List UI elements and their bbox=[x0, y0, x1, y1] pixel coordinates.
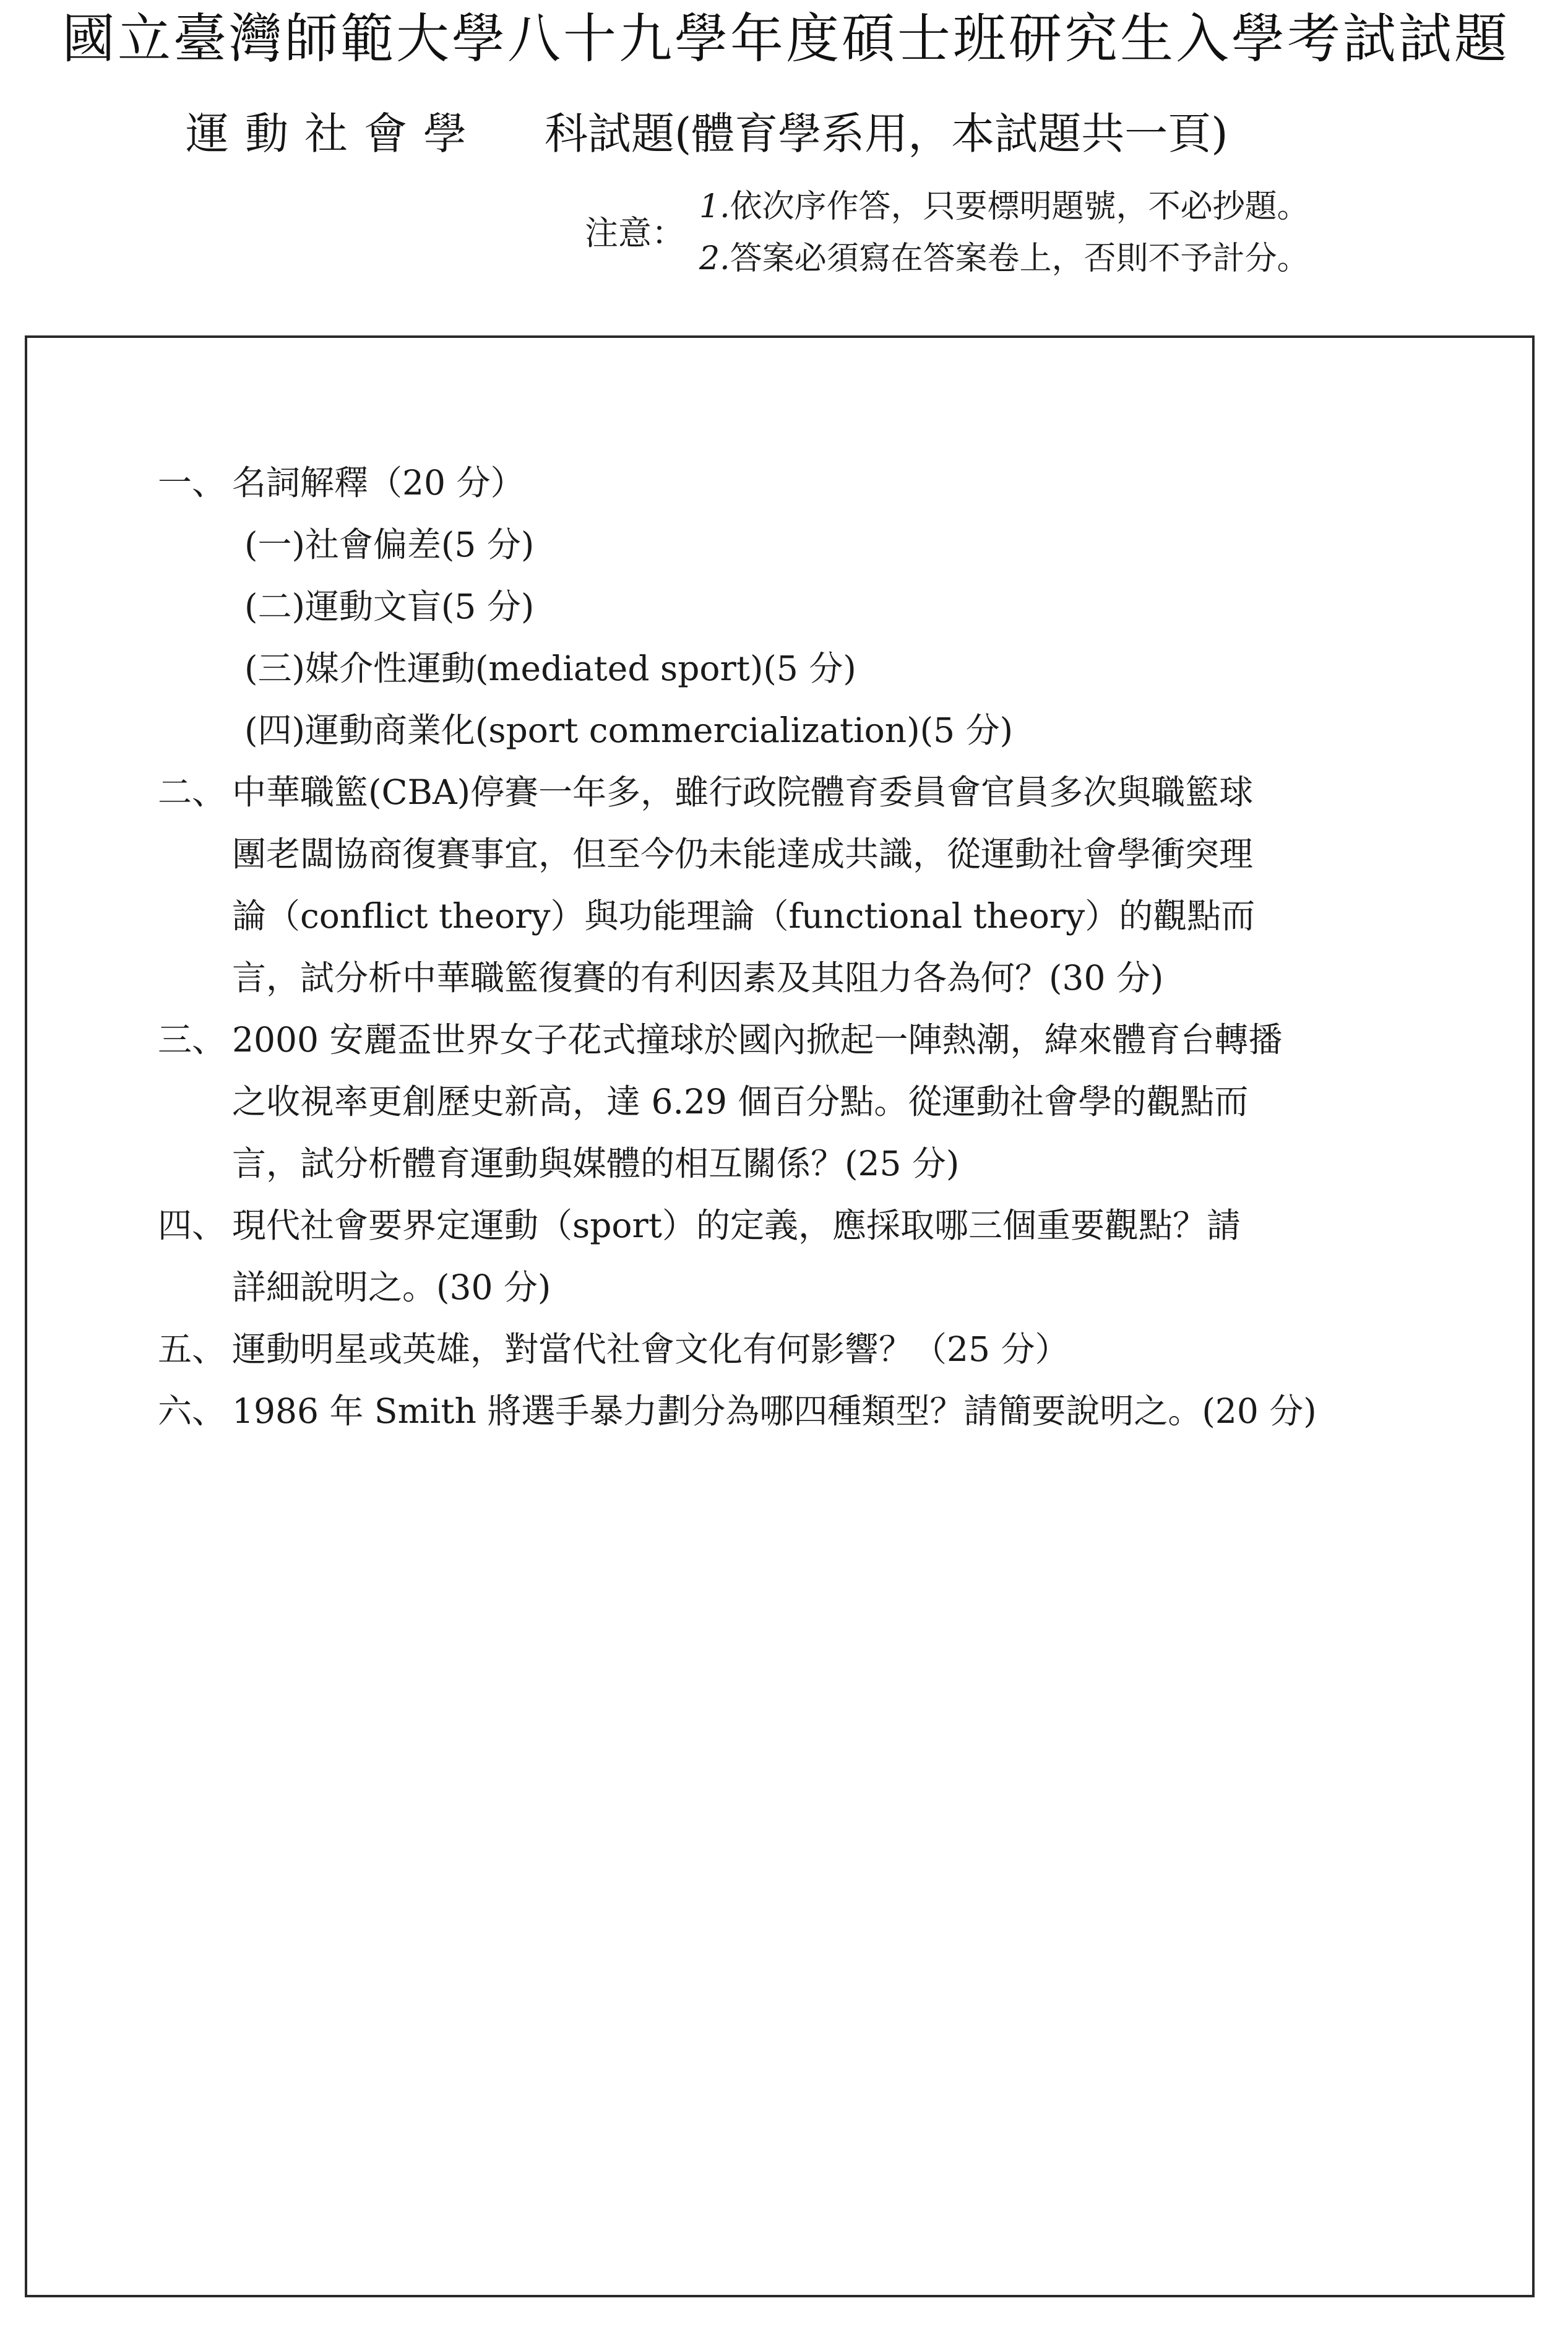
note-text: 答案必須寫在答案卷上，否則不予計分。 bbox=[730, 240, 1309, 277]
question-number: 一、 bbox=[158, 463, 226, 503]
exam-subtitle bbox=[186, 104, 1228, 163]
question-line: 2000 安麗盃世界女子花式撞球於國內掀起一陣熱潮，緯來體育台轉播 bbox=[232, 1020, 1283, 1060]
question-number: 三、 bbox=[158, 1020, 226, 1060]
exam-title: 國立臺灣師範大學八十九學年度碩士班研究生入學考試試題 bbox=[62, 8, 1510, 70]
note-text: 依次序作答，只要標明題號，不必抄題。 bbox=[730, 188, 1309, 225]
note-number: 1. bbox=[699, 188, 730, 225]
note-item bbox=[699, 181, 1309, 233]
question-line: 運動明星或英雄，對當代社會文化有何影響？（25 分） bbox=[232, 1329, 1069, 1369]
question-line: 團老闆協商復賽事宜，但至今仍未能達成共識，從運動社會學衝突理 bbox=[232, 834, 1254, 874]
question-line: 中華職籃(CBA)停賽一年多，雖行政院體育委員會官員多次與職籃球 bbox=[232, 772, 1254, 812]
question-3 bbox=[158, 1009, 1519, 1194]
note-number: 2. bbox=[699, 240, 730, 277]
question-6 bbox=[158, 1380, 1519, 1442]
question-1 bbox=[158, 452, 1519, 761]
sub-item: (三)媒介性運動(mediated sport)(5 分) bbox=[244, 649, 856, 688]
question-line: 現代社會要界定運動（sport）的定義，應採取哪三個重要觀點？請 bbox=[232, 1206, 1241, 1245]
subtitle-rest: 科試題(體育學系用，本試題共一頁) bbox=[545, 108, 1228, 159]
course-name: 運動社會學 bbox=[186, 108, 483, 159]
question-5 bbox=[158, 1318, 1519, 1380]
notes-list bbox=[699, 181, 1309, 285]
sub-item: (四)運動商業化(sport commercialization)(5 分) bbox=[244, 710, 1014, 750]
question-line: 1986 年 Smith 將選手暴力劃分為哪四種類型？請簡要說明之。(20 分) bbox=[232, 1391, 1317, 1431]
sub-item: (二)運動文盲(5 分) bbox=[244, 587, 535, 626]
question-line: 言，試分析體育運動與媒體的相互關係？(25 分) bbox=[232, 1144, 960, 1183]
question-line: 詳細說明之。(30 分) bbox=[232, 1267, 551, 1307]
question-number: 六、 bbox=[158, 1391, 226, 1431]
question-line: 言，試分析中華職籃復賽的有利因素及其阻力各為何？(30 分) bbox=[232, 958, 1164, 998]
question-2 bbox=[158, 761, 1519, 1009]
question-line: 之收視率更創歷史新高，達 6.29 個百分點。從運動社會學的觀點而 bbox=[232, 1082, 1249, 1121]
notes-label: 注意： bbox=[585, 214, 685, 253]
question-number: 五、 bbox=[158, 1329, 226, 1369]
question-line: 名詞解釋（20 分） bbox=[232, 463, 525, 503]
question-4 bbox=[158, 1194, 1519, 1318]
note-item bbox=[699, 233, 1309, 285]
question-list bbox=[158, 452, 1519, 1442]
sub-item: (一)社會偏差(5 分) bbox=[244, 525, 535, 564]
question-line: 論（conflict theory）與功能理論（functional theory）的觀點而 bbox=[232, 896, 1256, 936]
notes-block bbox=[585, 181, 1513, 280]
question-number: 四、 bbox=[158, 1206, 226, 1245]
question-number: 二、 bbox=[158, 772, 226, 812]
